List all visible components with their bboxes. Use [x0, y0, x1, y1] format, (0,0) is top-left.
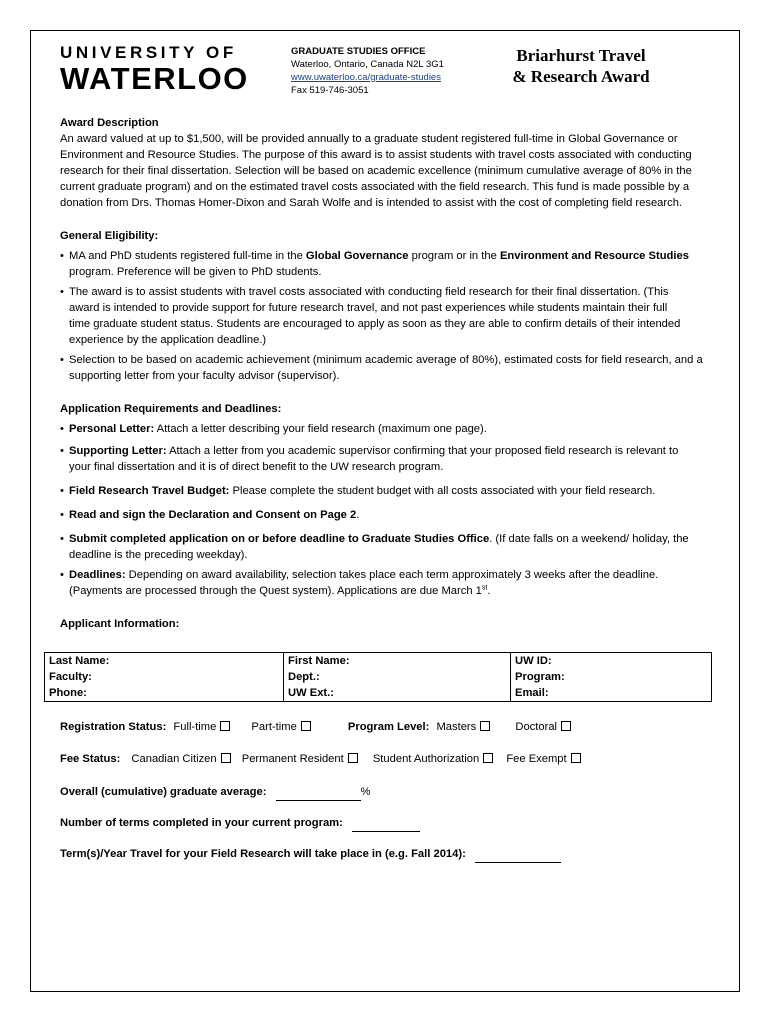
description-line: donation from Drs. Thomas Homer-Dixon and Sarah Wolfe and is intended to assist with the cost of completing field research. [60, 197, 683, 209]
student-authorization-checkbox[interactable] [483, 753, 493, 763]
fee-status-row [60, 753, 581, 765]
description-line: Environment and Resource Studies. The purpose of this award is to assist students with travel costs associated with conducting [60, 149, 692, 161]
eligibility-bullet [60, 248, 722, 280]
bullet-text: Attach a letter from you academic supervisor confirming that your proposed field research is relevant to [166, 445, 679, 457]
registration-status-row [60, 721, 571, 733]
table-row [45, 685, 712, 702]
requirement-bullet [60, 507, 722, 523]
bullet-icon: • [60, 533, 64, 545]
program-name: Global Governance [305, 250, 409, 262]
terms-row [60, 817, 420, 832]
requirement-bullet [60, 421, 722, 437]
bullet-text: award is intended to provide support for future research travel, and not past experiences while students maintain their full [69, 302, 668, 314]
part-time-checkbox[interactable] [301, 721, 311, 731]
travel-term-label: Term(s)/Year Travel for your Field Research will take place in (e.g. Fall 2014): [60, 848, 466, 860]
uw-id-field[interactable]: UW ID: [511, 653, 712, 670]
office-fax: Fax 519-746-3051 [291, 85, 369, 96]
uw-ext-field[interactable]: UW Ext.: [284, 685, 511, 702]
bullet-text: deadline is the preceding weekday). [69, 549, 248, 561]
terms-input[interactable] [352, 819, 420, 832]
requirement-label: Read and sign the Declaration and Consent on Page 2 [69, 509, 357, 521]
requirement-bullet [60, 483, 722, 499]
bullet-icon: • [60, 445, 64, 457]
bullet-text: Depending on award availability, selection takes place each term approximately 3 weeks after the deadline. [125, 569, 659, 581]
program-field[interactable]: Program: [511, 669, 712, 685]
fee-exempt-label: Fee Exempt [506, 753, 567, 765]
bullet-text: program or in the [408, 250, 500, 262]
full-time-label: Full-time [173, 721, 217, 733]
percent-sign: % [360, 786, 371, 798]
award-title-line-1: Briarhurst Travel [516, 46, 646, 65]
terms-label: Number of terms completed in your current program: [60, 817, 343, 829]
travel-term-row [60, 848, 561, 863]
permanent-resident-checkbox[interactable] [348, 753, 358, 763]
phone-field[interactable]: Phone: [45, 685, 284, 702]
description-line: research for their final dissertation. Selection will be based on academic excellence (minimum cumulative average of 80% in the [60, 165, 692, 177]
eligibility-bullet [60, 352, 722, 384]
canadian-citizen-label: Canadian Citizen [131, 753, 217, 765]
award-description-heading: Award Description [60, 117, 159, 129]
faculty-field[interactable]: Faculty: [45, 669, 284, 685]
bullet-text: . [487, 585, 491, 597]
first-name-field[interactable]: First Name: [284, 653, 511, 670]
bullet-icon: • [60, 423, 64, 435]
canadian-citizen-checkbox[interactable] [221, 753, 231, 763]
description-line: current graduate program) and on the estimated travel costs associated with the field research. This fund is made possible by a [60, 181, 690, 193]
requirement-label: Deadlines: [69, 569, 126, 581]
office-address: Waterloo, Ontario, Canada N2L 3G1 [291, 59, 444, 70]
bullet-icon: • [60, 286, 64, 298]
award-title [496, 45, 666, 87]
bullet-text: experience by the application deadline.) [69, 334, 267, 346]
requirement-label: Supporting Letter: [69, 445, 167, 457]
bullet-text: time graduate student status. Students are encouraged to apply as soon as they are able to confirm details of their intended [69, 318, 681, 330]
program-level-label: Program Level: [347, 721, 430, 733]
average-label: Overall (cumulative) graduate average: [60, 786, 267, 798]
permanent-resident-label: Permanent Resident [241, 753, 344, 765]
bullet-text: MA and PhD students registered full-time in the [69, 250, 306, 262]
requirement-bullet [60, 567, 722, 599]
bullet-text: (Payments are processed through the Quest system). Applications are due March 1 [69, 585, 482, 597]
bullet-text: Selection to be based on academic achievement (minimum academic average of 80%), estimated costs for field research, and a [69, 354, 703, 366]
doctoral-label: Doctoral [515, 721, 558, 733]
bullet-icon: • [60, 509, 64, 521]
bullet-text: program. Preference will be given to PhD students. [69, 266, 322, 278]
requirement-label: Field Research Travel Budget: [69, 485, 230, 497]
bullet-text: your final dissertation and it is of direct benefit to the UW research program. [69, 461, 444, 473]
applicant-heading: Applicant Information: [60, 618, 180, 630]
travel-term-input[interactable] [475, 850, 561, 863]
requirement-label: Submit completed application on or before deadline to Graduate Studies Office [69, 533, 490, 545]
requirement-label: Personal Letter: [69, 423, 155, 435]
registration-status-label: Registration Status: [60, 721, 167, 733]
student-authorization-label: Student Authorization [372, 753, 480, 765]
eligibility-bullet [60, 284, 722, 348]
table-row [45, 653, 712, 670]
eligibility-heading: General Eligibility: [60, 230, 159, 242]
masters-checkbox[interactable] [480, 721, 490, 731]
award-title-line-2: & Research Award [512, 67, 650, 86]
date-suffix: st [481, 584, 488, 592]
requirement-bullet [60, 531, 722, 563]
bullet-icon: • [60, 485, 64, 497]
masters-label: Masters [436, 721, 477, 733]
description-line: An award valued at up to $1,500, will be provided annually to a graduate student registered full-time in Global Governance or [60, 133, 678, 145]
requirement-bullet [60, 443, 722, 475]
bullet-text: supporting letter from your faculty advisor (supervisor). [69, 370, 340, 382]
bullet-icon: • [60, 569, 64, 581]
average-row [60, 786, 371, 801]
bullet-text: . (If date falls on a weekend/ holiday, the [489, 533, 689, 545]
logo-line-2: WATERLOO [60, 61, 249, 96]
program-name: Environment and Resource Studies [499, 250, 689, 262]
part-time-label: Part-time [251, 721, 297, 733]
office-title: GRADUATE STUDIES OFFICE [291, 46, 426, 57]
fee-exempt-checkbox[interactable] [571, 753, 581, 763]
bullet-text: Please complete the student budget with all costs associated with your field research. [229, 485, 656, 497]
applicant-info-table [44, 652, 712, 702]
university-logo [60, 44, 260, 96]
bullet-text: . [356, 509, 360, 521]
award-description-text [60, 131, 722, 211]
fee-status-label: Fee Status: [60, 753, 121, 765]
full-time-checkbox[interactable] [220, 721, 230, 731]
bullet-icon: • [60, 354, 64, 366]
form-content [60, 115, 722, 632]
dept-field[interactable]: Dept.: [284, 669, 511, 685]
doctoral-checkbox[interactable] [561, 721, 571, 731]
last-name-field[interactable]: Last Name: [45, 653, 284, 670]
logo-line-1: UNIVERSITY OF [60, 43, 237, 62]
office-website-link[interactable]: www.uwaterloo.ca/graduate-studies [291, 72, 441, 83]
office-contact [291, 45, 444, 97]
email-field[interactable]: Email: [511, 685, 712, 702]
bullet-icon: • [60, 250, 64, 262]
bullet-text: Attach a letter describing your field research (maximum one page). [154, 423, 487, 435]
bullet-text: The award is to assist students with travel costs associated with conducting field research for their final dissertation. (This [69, 286, 669, 298]
average-input[interactable] [276, 788, 361, 801]
requirements-heading: Application Requirements and Deadlines: [60, 403, 282, 415]
table-row [45, 669, 712, 685]
